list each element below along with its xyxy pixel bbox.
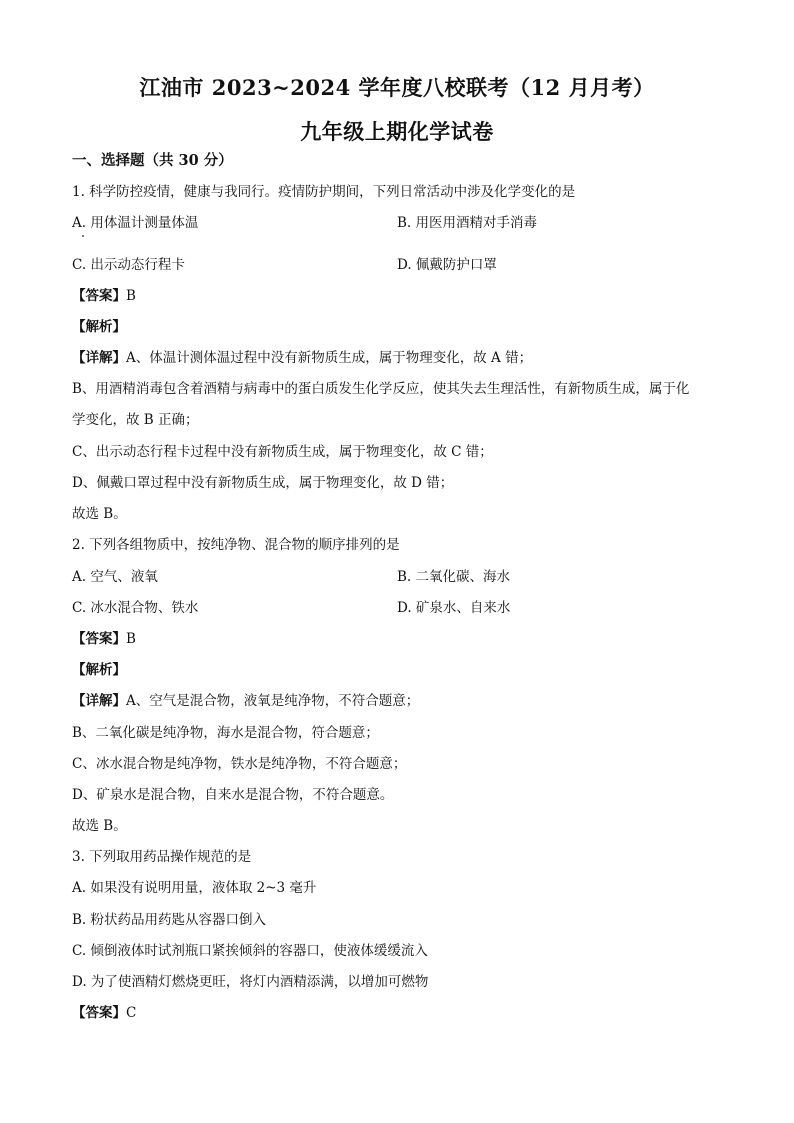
answer-value: B — [126, 631, 136, 647]
q3-option-d: D. 为了使酒精灯燃烧更旺，将灯内酒精添满，以增加可燃物 — [72, 974, 429, 990]
detail-text: A、体温计测体温过程中没有新物质生成，属于物理变化，故 A 错； — [126, 350, 533, 366]
q1-option-d: D. 佩戴防护口罩 — [397, 257, 497, 273]
q2-stem: 2. 下列各组物质中，按纯净物、混合物的顺序排列的是 — [72, 537, 400, 553]
q3-stem: 3. 下列取用药品操作规范的是 — [72, 849, 252, 865]
q1-stem: 1. 科学防控疫情，健康与我同行。疫情防护期间，下列日常活动中涉及化学变化的是 — [72, 184, 576, 200]
q1-detail-3: 学变化，故 B 正确； — [72, 412, 199, 428]
q3-option-b: B. 粉状药品用药匙从容器口倒入 — [72, 912, 267, 928]
q1-detail-5: D、佩戴口罩过程中没有新物质生成，属于物理变化，故 D 错； — [72, 475, 454, 491]
detail-tag: 【详解】 — [72, 693, 126, 709]
answer-tag: 【答案】 — [72, 288, 126, 304]
q2-option-b: B. 二氧化碳、海水 — [397, 569, 511, 585]
q2-detail-1 — [72, 692, 419, 710]
q2-answer — [72, 630, 136, 648]
answer-value: C — [126, 1005, 137, 1021]
detail-text: A、空气是混合物，液氧是纯净物，不符合题意； — [126, 693, 420, 709]
q2-detail-3: C、冰水混合物是纯净物，铁水是纯净物，不符合题意； — [72, 756, 407, 772]
q1-detail-1 — [72, 349, 532, 367]
q1-conclusion: 故选 B。 — [72, 506, 127, 522]
q1-detail-4: C、出示动态行程卡过程中没有新物质生成，属于物理变化，故 C 错； — [72, 444, 493, 460]
q3-option-c: C. 倾倒液体时试剂瓶口紧挨倾斜的容器口，使液体缓缓流入 — [72, 943, 428, 959]
q1-answer — [72, 287, 136, 305]
q2-analysis-tag: 【解析】 — [72, 662, 126, 678]
q3-answer — [72, 1004, 136, 1022]
q1-detail-2: B、用酒精消毒包含着酒精与病毒中的蛋白质发生化学反应，使其失去生理活性，有新物质生成，属于化 — [72, 381, 690, 397]
q2-option-a: A. 空气、液氧 — [72, 569, 158, 585]
q1-option-b: B. 用医用酒精对手消毒 — [397, 215, 538, 231]
q2-detail-2: B、二氧化碳是纯净物，海水是混合物，符合题意； — [72, 725, 379, 741]
answer-value: B — [126, 288, 136, 304]
exam-title: 江油市 2023~2024 学年度八校联考（12 月月考） — [139, 75, 655, 100]
q1-option-c: C. 出示动态行程卡 — [72, 257, 185, 273]
answer-tag: 【答案】 — [72, 1005, 126, 1021]
q3-option-a: A. 如果没有说明用量，液体取 2~3 毫升 — [72, 880, 317, 896]
q1-analysis-tag: 【解析】 — [72, 319, 126, 335]
stray-mark — [82, 235, 84, 237]
answer-tag: 【答案】 — [72, 631, 126, 647]
q2-conclusion: 故选 B。 — [72, 818, 127, 834]
section-heading: 一、选择题（共 30 分） — [72, 152, 233, 169]
q2-option-d: D. 矿泉水、自来水 — [397, 600, 511, 616]
q1-option-a: A. 用体温计测量体温 — [72, 215, 199, 231]
exam-subtitle: 九年级上期化学试卷 — [300, 119, 494, 144]
detail-tag: 【详解】 — [72, 350, 126, 366]
q2-option-c: C. 冰水混合物、铁水 — [72, 600, 199, 616]
q2-detail-4: D、矿泉水是混合物，自来水是混合物，不符合题意。 — [72, 787, 394, 803]
